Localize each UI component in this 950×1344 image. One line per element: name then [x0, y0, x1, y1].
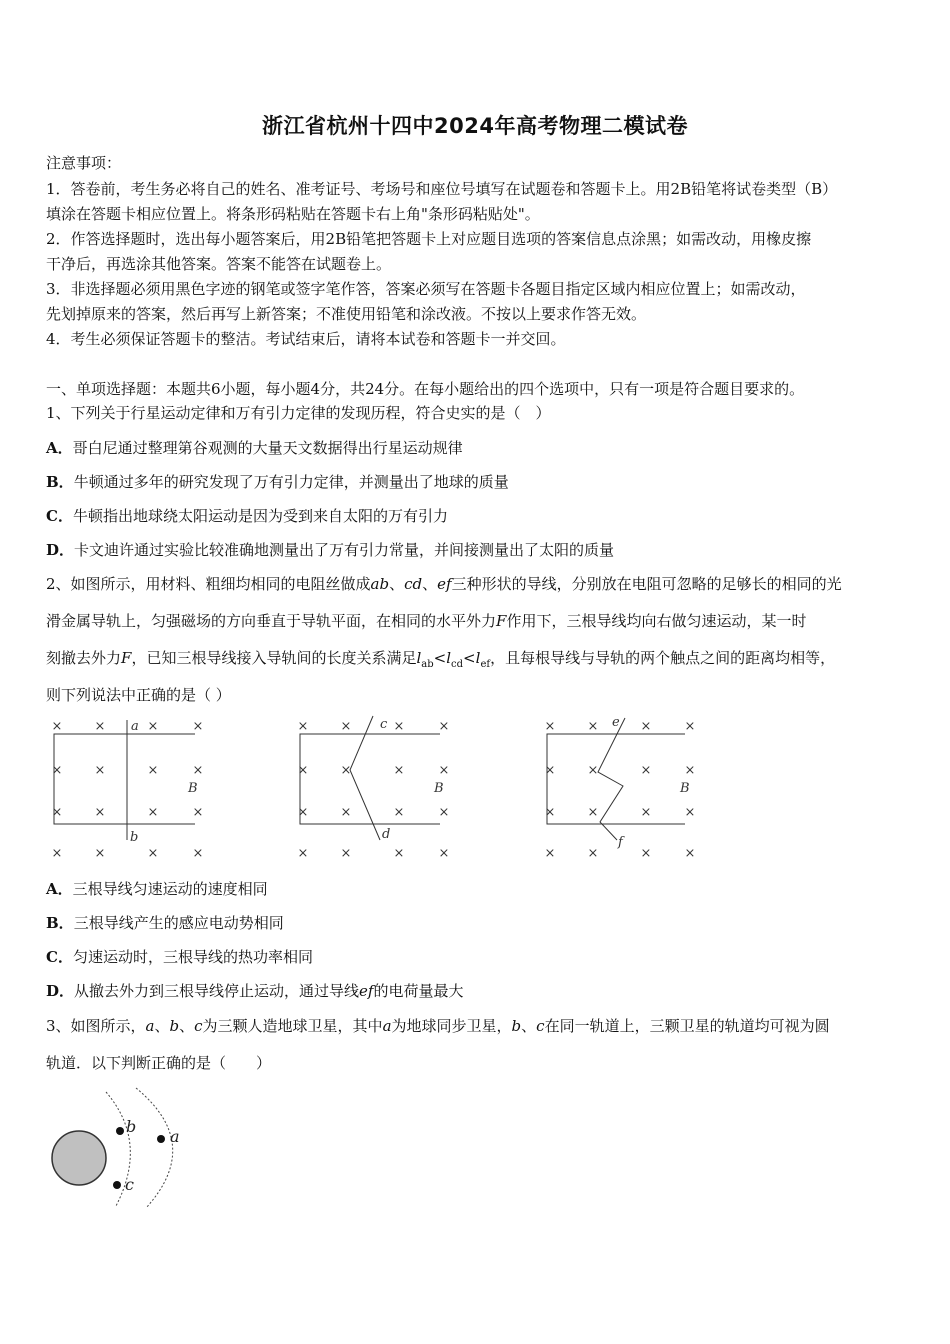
field-cross: × — [544, 719, 556, 734]
field-cross: × — [438, 805, 450, 820]
field-cross: × — [393, 719, 405, 734]
question-2-line-1: 2、如图所示，用材料、粗细均相同的电阻丝做成ab、cd、ef三种形状的导线，分别放在电阻可忽略的足够长的相同的光 — [46, 575, 842, 593]
rail-frame — [544, 734, 685, 824]
question-3-line-2: 轨道．以下判断正确的是（ ） — [46, 1054, 272, 1072]
field-cross: × — [393, 805, 405, 820]
q2-option-b: B．三根导线产生的感应电动势相同 — [46, 914, 284, 932]
field-cross: × — [684, 763, 696, 778]
notice-line: 4．考生必须保证答题卡的整洁。考试结束后，请将本试卷和答题卡一并交回。 — [46, 330, 566, 348]
field-cross: × — [94, 846, 106, 861]
field-cross: × — [393, 763, 405, 778]
label-e: e — [612, 715, 620, 730]
field-cross: × — [640, 719, 652, 734]
label-b: b — [126, 1117, 137, 1136]
field-cross: × — [438, 719, 450, 734]
field-cross: × — [587, 846, 599, 861]
field-cross: × — [544, 805, 556, 820]
label-c: c — [125, 1175, 134, 1194]
notice-line: 干净后，再选涂其他答案。答案不能答在试题卷上。 — [46, 255, 392, 273]
question-2-line-2: 滑金属导轨上，匀强磁场的方向垂直于导轨平面，在相同的水平外力F作用下，三根导线均向右做匀速运动，某一时 — [46, 612, 807, 630]
q2-figure — [40, 712, 720, 862]
field-cross: × — [147, 805, 159, 820]
question-2-line-4: 则下列说法中正确的是（ ） — [46, 686, 231, 704]
q3-figure — [44, 1082, 204, 1212]
field-cross: × — [297, 846, 309, 861]
field-cross: × — [51, 805, 63, 820]
field-cross: × — [297, 719, 309, 734]
rail-diagrams — [40, 712, 720, 862]
field-cross: × — [340, 805, 352, 820]
page-title: 浙江省杭州十四中2024年高考物理二模试卷 — [262, 114, 688, 138]
orbit-outer — [136, 1088, 173, 1208]
satellite-a — [157, 1135, 165, 1143]
field-cross: × — [297, 763, 309, 778]
field-cross: × — [684, 846, 696, 861]
label-field-B: B — [188, 781, 198, 796]
section-heading: 一、单项选择题：本题共6小题，每小题4分，共24分。在每小题给出的四个选项中，只有一项是符合题目要求的。 — [46, 380, 805, 398]
earth — [52, 1131, 106, 1185]
q1-option-d: D．卡文迪许通过实验比较准确地测量出了万有引力常量，并间接测量出了太阳的质量 — [46, 541, 615, 559]
field-cross: × — [94, 719, 106, 734]
field-cross: × — [640, 805, 652, 820]
field-cross: × — [192, 763, 204, 778]
field-cross: × — [147, 719, 159, 734]
notice-heading: 注意事项： — [46, 154, 122, 172]
satellite-b — [116, 1127, 124, 1135]
field-cross: × — [192, 846, 204, 861]
rail-frame — [51, 734, 195, 824]
question-1-stem: 1、下列关于行星运动定律和万有引力定律的发现历程，符合史实的是（ ） — [46, 404, 551, 422]
label-d: d — [382, 827, 391, 842]
label-c: c — [380, 717, 388, 732]
q1-option-c: C．牛顿指出地球绕太阳运动是因为受到来自太阳的万有引力 — [46, 507, 448, 525]
field-cross: × — [297, 805, 309, 820]
field-cross: × — [640, 846, 652, 861]
field-cross: × — [544, 763, 556, 778]
question-2-line-3: 刻撤去外力F，已知三根导线接入导轨间的长度关系满足$l_{ab}<l_{cd}<l_{ef}$，且每根导线与导轨的两个触点之间的距离均相等， — [46, 649, 836, 670]
label-a: a — [170, 1127, 180, 1146]
notice-line: 先划掉原来的答案，然后再写上新答案；不准使用铅笔和涂改液。不按以上要求作答无效。 — [46, 305, 647, 323]
field-cross: × — [51, 846, 63, 861]
label-a: a — [131, 719, 139, 734]
field-cross: × — [94, 805, 106, 820]
q2-option-a: A．三根导线匀速运动的速度相同 — [46, 880, 268, 898]
field-cross: × — [438, 763, 450, 778]
notice-line: 3．非选择题必须用黑色字迹的钢笔或签字笔作答，答案必须写在答题卡各题目指定区域内相应位置上；如需改动， — [46, 280, 806, 298]
field-cross: × — [438, 846, 450, 861]
field-cross: × — [587, 719, 599, 734]
field-cross: × — [147, 763, 159, 778]
field-cross: × — [393, 846, 405, 861]
field-cross: × — [684, 805, 696, 820]
q2-option-c: C．匀速运动时，三根导线的热功率相同 — [46, 948, 313, 966]
q1-option-b: B．牛顿通过多年的研究发现了万有引力定律，并测量出了地球的质量 — [46, 473, 509, 491]
field-cross: × — [192, 805, 204, 820]
field-cross: × — [147, 846, 159, 861]
label-f: f — [618, 835, 623, 850]
question-3-line-1: 3、如图所示，a、b、c为三颗人造地球卫星，其中a为地球同步卫星，b、c在同一轨道上，三颗卫星的轨道均可视为圆 — [46, 1017, 830, 1035]
q2-option-d: D．从撤去外力到三根导线停止运动，通过导线ef的电荷量最大 — [46, 982, 464, 1000]
field-cross: × — [340, 719, 352, 734]
q1-option-a: A．哥白尼通过整理第谷观测的大量天文数据得出行星运动规律 — [46, 439, 463, 457]
notice-line: 填涂在答题卡相应位置上。将条形码粘贴在答题卡右上角"条形码粘贴处"。 — [46, 205, 540, 223]
field-cross: × — [587, 763, 599, 778]
field-cross: × — [587, 805, 599, 820]
satellite-c — [113, 1181, 121, 1189]
label-field-B: B — [434, 781, 444, 796]
field-cross: × — [684, 719, 696, 734]
notice-line: 2．作答选择题时，选出每小题答案后，用2B铅笔把答题卡上对应题目选项的答案信息点涂黑；如需改动，用橡皮擦 — [46, 230, 812, 248]
field-cross: × — [51, 763, 63, 778]
field-cross: × — [51, 719, 63, 734]
field-cross: × — [544, 846, 556, 861]
wire-ef — [598, 718, 625, 840]
field-cross: × — [340, 846, 352, 861]
label-b: b — [130, 830, 139, 845]
field-cross: × — [94, 763, 106, 778]
field-cross: × — [340, 763, 352, 778]
wire-cd — [350, 716, 380, 840]
field-cross: × — [192, 719, 204, 734]
label-field-B: B — [680, 781, 690, 796]
rail-frame — [297, 734, 440, 824]
field-cross: × — [640, 763, 652, 778]
notice-line: 1．答卷前，考生务必将自己的姓名、准考证号、考场号和座位号填写在试题卷和答题卡上。用2B铅笔将试卷类型（B） — [46, 180, 838, 198]
satellite-orbits — [44, 1082, 204, 1212]
